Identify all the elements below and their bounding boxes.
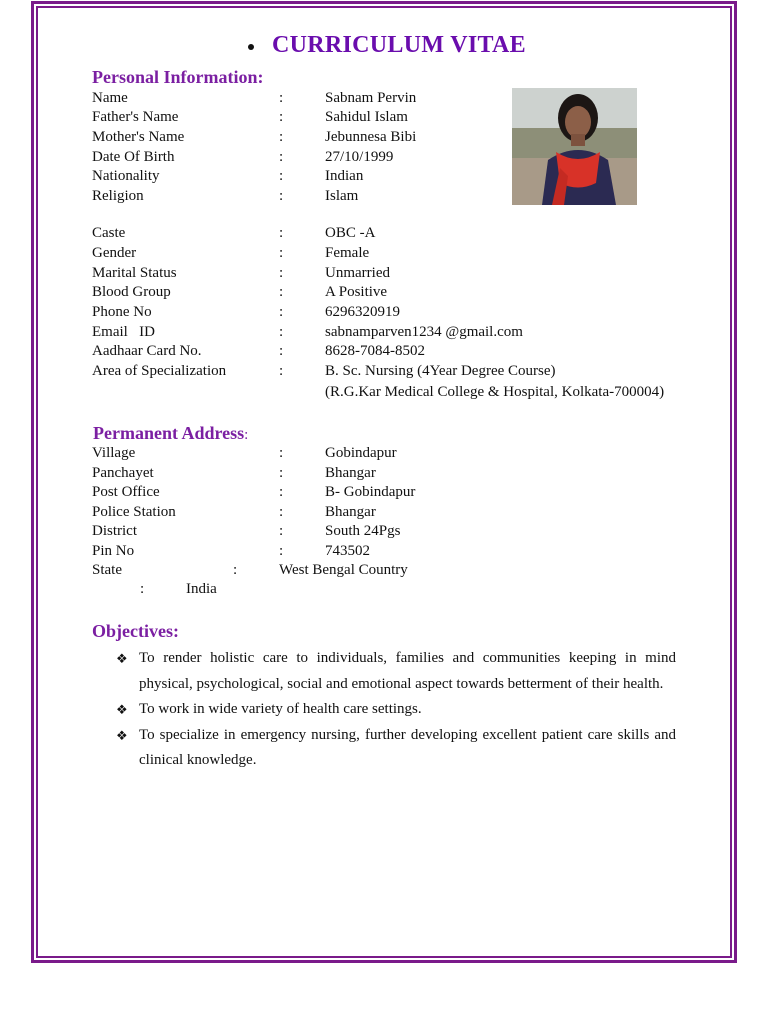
personal-row [92,324,692,344]
address-label: Police Station [92,504,176,520]
personal-value: 6296320919 [325,304,400,320]
objectives-list [116,646,676,774]
address-colon-country: : [140,581,145,597]
personal-value: B. Sc. Nursing (4Year Degree Course) [325,363,556,379]
diamond-bullet-icon: ❖ [116,651,128,666]
address-colon-state: : [233,562,238,578]
personal-label: Mother's Name [92,129,185,145]
personal-row [92,284,692,304]
title-bullet [248,44,254,50]
address-value: Bhangar [325,465,376,481]
personal-colon: : [279,363,284,379]
personal-value: Jebunnesa Bibi [325,129,417,145]
address-label: Panchayet [92,465,154,481]
profile-photo-image [512,88,637,205]
specialization-extra-row [92,384,692,404]
personal-value: Unmarried [325,265,390,281]
personal-value: OBC -A [325,225,376,241]
address-label: District [92,523,137,539]
address-colon: : [279,543,284,559]
personal-row [92,304,692,324]
address-row [92,543,692,563]
address-colon: : [279,523,284,539]
address-row [92,504,692,524]
personal-info-heading: Personal Information: [92,67,264,87]
personal-row [92,245,692,265]
personal-value: Islam [325,188,359,204]
diamond-bullet-icon: ❖ [116,727,128,743]
objective-item [116,646,676,697]
address-value: B- Gobindapur [325,484,416,500]
personal-row [92,343,692,363]
permanent-address-heading-colon: : [244,427,249,443]
objective-text: To specialize in emergency nursing, further developing excellent patient care skills and clinical knowledge. [139,726,676,768]
personal-value: Sahidul Islam [325,109,408,125]
address-label: Post Office [92,484,160,500]
title-row [0,32,768,62]
personal-colon: : [279,129,284,145]
personal-colon: : [279,168,284,184]
personal-label: Caste [92,225,126,241]
personal-colon: : [279,324,284,340]
address-row [92,445,692,465]
address-colon: : [279,504,284,520]
personal-colon: : [279,188,284,204]
address-row [92,465,692,485]
personal-label: Gender [92,245,137,261]
address-row-state [92,562,692,582]
address-value: South 24Pgs [325,523,401,539]
personal-colon: : [279,245,284,261]
address-value-country: India [186,581,217,597]
objectives-heading: Objectives: [92,621,179,641]
personal-colon: : [279,225,284,241]
personal-label: Aadhaar Card No. [92,343,202,359]
objective-item [116,697,676,723]
address-colon: : [279,465,284,481]
specialization-extra: (R.G.Kar Medical College & Hospital, Kolkata-700004) [325,384,665,400]
personal-colon: : [279,265,284,281]
profile-photo [512,88,637,205]
personal-value: Indian [325,168,364,184]
personal-label: Marital Status [92,265,177,281]
permanent-address-heading-text: Permanent Address [93,423,245,443]
personal-colon: : [279,304,284,320]
address-value-state: West Bengal Country [279,562,408,578]
personal-colon: : [279,343,284,359]
personal-label: Email ID [92,324,155,340]
personal-value: 8628-7084-8502 [325,343,425,359]
personal-label: Phone No [92,304,152,320]
personal-value: A Positive [325,284,388,300]
diamond-bullet-icon: ❖ [116,702,128,717]
personal-value: Female [325,245,370,261]
address-label: Village [92,445,136,461]
address-row-country [92,581,692,601]
personal-row [92,265,692,285]
address-label: Pin No [92,543,135,559]
address-row [92,523,692,543]
address-value: Gobindapur [325,445,397,461]
permanent-address-heading [93,423,248,444]
personal-label: Date Of Birth [92,149,175,165]
personal-label: Nationality [92,168,160,184]
objective-item [116,723,676,774]
personal-row [92,363,692,383]
personal-colon: : [279,90,284,106]
personal-value: 27/10/1999 [325,149,394,165]
personal-colon: : [279,284,284,300]
personal-colon: : [279,149,284,165]
personal-value: Sabnam Pervin [325,90,417,106]
address-colon: : [279,445,284,461]
address-value: 743502 [325,543,370,559]
page-title: CURRICULUM VITAE [272,32,526,58]
personal-label: Blood Group [92,284,171,300]
address-value: Bhangar [325,504,376,520]
address-label-state: State [92,562,122,578]
address-colon: : [279,484,284,500]
personal-label: Religion [92,188,144,204]
personal-row [92,225,692,245]
personal-colon: : [279,109,284,125]
objective-text: To work in wide variety of health care settings. [139,701,422,717]
objective-text: To render holistic care to individuals, families and communities keeping in mind physical, psychological, social and emotional aspect towards betterment of their health. [139,650,676,692]
personal-label: Name [92,90,128,106]
personal-label: Father's Name [92,109,179,125]
personal-label: Area of Specialization [92,363,227,379]
personal-value: sabnamparven1234 @gmail.com [325,324,523,340]
address-row [92,484,692,504]
